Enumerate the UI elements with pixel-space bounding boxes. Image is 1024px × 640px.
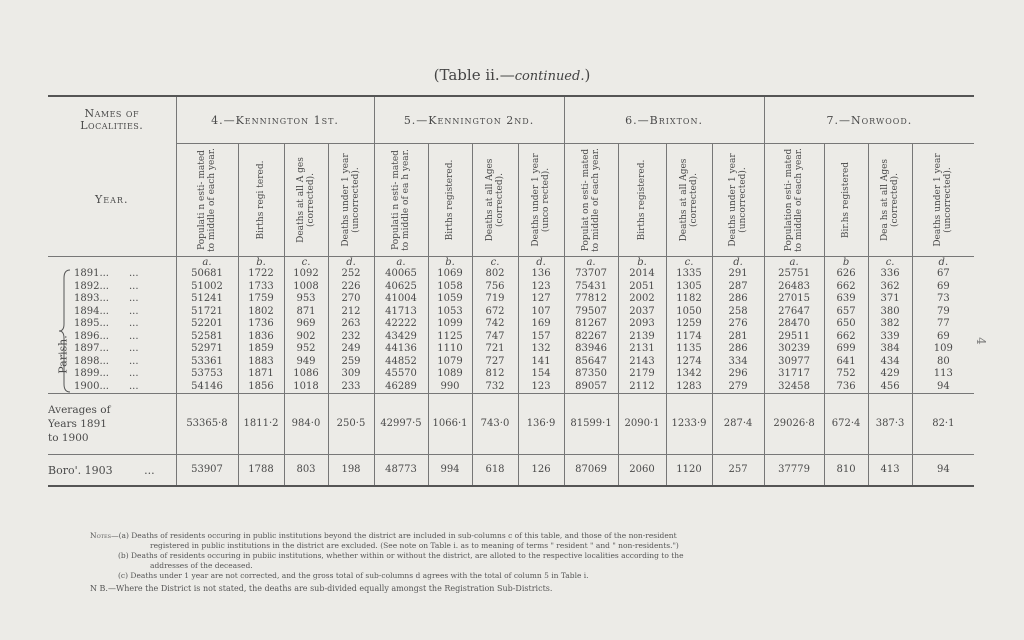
region-header-norwood: 7.—Norwood. <box>764 96 974 144</box>
table-cell: 52201 <box>191 318 223 329</box>
year-column <box>48 268 176 394</box>
table-cell: 232 <box>341 330 361 342</box>
table-cell: 2093 <box>629 318 655 329</box>
table-cell: 136 <box>531 268 551 279</box>
column-header: Population esti- mated to middle of each year. <box>764 144 824 257</box>
table-cell: 1274 <box>676 355 702 367</box>
table-cell: 53361 <box>191 355 223 367</box>
table-cell: 953 <box>296 293 316 304</box>
data-column <box>913 268 975 393</box>
table-cell: 756 <box>485 280 505 292</box>
table-cell: 2139 <box>629 330 655 342</box>
year-label: 1895... ... <box>74 318 139 329</box>
table-cell: 69 <box>936 330 950 342</box>
table-cell: 1836 <box>248 330 274 342</box>
table-cell: 429 <box>880 368 900 379</box>
column-header: Populati n esti- mated to middle of each year. <box>176 144 238 257</box>
table-cell: 1871 <box>248 368 274 379</box>
column-header: Dea hs at all Ages (corrected). <box>868 144 912 257</box>
table-cell: 752 <box>836 368 856 379</box>
table-cell: 380 <box>880 305 900 317</box>
column-header: Deaths under 1 year (uncorrected). <box>912 144 974 257</box>
table-cell: 802 <box>485 268 505 279</box>
table-cell: 732 <box>485 380 505 392</box>
table-cell: 67 <box>936 268 950 279</box>
table-cell: 169 <box>531 318 551 329</box>
table-cell: 52971 <box>191 343 223 354</box>
table-cell: 362 <box>880 280 900 292</box>
note-b: (b) Deaths of residents occuring in pubiic institutions, whether within or without the district, are alloted to the respective localities according to the <box>118 551 684 560</box>
table-cell: 263 <box>341 318 361 329</box>
names-of-localities-header: Names of Localities. <box>80 107 144 133</box>
table-cell: 639 <box>836 293 856 304</box>
year-label: 1891... ... <box>74 268 139 279</box>
table-cell: 727 <box>485 355 505 367</box>
year-label: 1894... ... <box>74 305 139 317</box>
table-cell: 1305 <box>676 280 702 292</box>
table-cell: 382 <box>880 318 900 329</box>
table-cell: 30239 <box>778 343 810 354</box>
table-cell: 32458 <box>778 380 810 392</box>
year-label: 1892... ... <box>74 280 139 292</box>
table-cell: 276 <box>728 318 748 329</box>
table-cell: 1859 <box>248 343 274 354</box>
table-cell: 41004 <box>385 293 417 304</box>
averages-label: Averages of Years 1891 to 1900 <box>48 404 111 444</box>
table-cell: 51721 <box>191 305 223 317</box>
boro-label: Boro'. 1903 ... <box>48 463 155 477</box>
table-cell: 233 <box>341 380 361 392</box>
table-cell: 1759 <box>248 293 274 304</box>
table-cell: 94 <box>936 380 950 392</box>
table-cell: 1008 <box>293 280 319 292</box>
table-cell: 747 <box>485 330 505 342</box>
table-cell: 42222 <box>385 318 417 329</box>
data-column <box>667 268 712 393</box>
table-cell: 123 <box>531 280 551 292</box>
table-cell: 69 <box>936 280 950 292</box>
table-cell: 650 <box>836 318 856 329</box>
table-cell: 157 <box>531 330 551 342</box>
table-cell: 1050 <box>676 305 702 317</box>
column-header: Deaths under 1 year (uncorrected). <box>712 144 764 257</box>
table-cell: 27015 <box>778 293 810 304</box>
table-cell: 286 <box>728 343 748 354</box>
table-cell: 1135 <box>676 343 702 354</box>
data-column <box>177 268 238 393</box>
table-cell: 657 <box>836 305 856 317</box>
table-cell: 29511 <box>778 330 810 342</box>
year-label: 1898... ... <box>74 355 139 367</box>
table-cell: 2179 <box>629 368 655 379</box>
table-cell: 1283 <box>676 380 702 392</box>
table-cell: 626 <box>836 268 856 279</box>
table-cell: 1018 <box>293 380 319 392</box>
table-cell: 212 <box>341 305 361 317</box>
table-cell: 81267 <box>575 318 607 329</box>
year-label: 1896... ... <box>74 330 139 342</box>
table-cell: 949 <box>296 355 316 367</box>
table-cell: 1053 <box>437 305 463 317</box>
year-label: 1893... ... <box>74 293 139 304</box>
table-notes <box>90 531 970 594</box>
table-cell: 1086 <box>293 368 319 379</box>
table-cell: 336 <box>880 268 900 279</box>
column-header: Deaths at all A ges (corrected). <box>284 144 328 257</box>
column-header: Deaths under 1 year (unco rected). <box>518 144 564 257</box>
table-cell: 309 <box>341 368 361 379</box>
table-cell: 77 <box>936 318 950 329</box>
table-cell: 990 <box>440 380 460 392</box>
year-label: 1897... ... <box>74 343 139 354</box>
note-a: Notes—(a) Deaths of residents occuring in public institutions beyond the district are included in sub-columns c of this table, and those of the non-resident <box>90 531 677 540</box>
table-cell: 1092 <box>293 268 319 279</box>
table-cell: 258 <box>728 305 748 317</box>
column-header: Deaths at all Ages (corrected). <box>666 144 712 257</box>
table-cell: 27647 <box>778 305 810 317</box>
table-cell: 812 <box>485 368 505 379</box>
column-header: Births registered. <box>618 144 666 257</box>
table-cell: 1722 <box>248 268 274 279</box>
table-cell: 384 <box>880 343 900 354</box>
table-cell: 1174 <box>676 330 702 342</box>
table-cell: 371 <box>880 293 900 304</box>
table-cell: 43429 <box>385 330 417 342</box>
year-rows-block <box>48 268 974 394</box>
table-cell: 1883 <box>248 355 274 367</box>
table-cell: 89057 <box>575 380 607 392</box>
table-cell: 721 <box>485 343 505 354</box>
table-cell: 902 <box>296 330 316 342</box>
table-cell: 2037 <box>629 305 655 317</box>
table-cell: 54146 <box>191 380 223 392</box>
table-cell: 1058 <box>437 280 463 292</box>
table-cell: 50681 <box>191 268 223 279</box>
year-label: 1900... ... <box>74 380 139 392</box>
table-cell: 85647 <box>575 355 607 367</box>
table-cell: 291 <box>728 268 748 279</box>
table-cell: 1259 <box>676 318 702 329</box>
region-header-kennington-1st: 4.—Kennington 1st. <box>176 96 374 144</box>
column-header: Births regi tered. <box>238 144 284 257</box>
year-label: 1899... ... <box>74 368 139 379</box>
table-cell: 107 <box>531 305 551 317</box>
table-cell: 109 <box>933 343 953 354</box>
table-cell: 334 <box>728 355 748 367</box>
data-column <box>765 268 824 393</box>
table-cell: 952 <box>296 343 316 354</box>
table-cell: 52581 <box>191 330 223 342</box>
data-column <box>869 268 912 393</box>
table-cell: 1110 <box>437 343 463 354</box>
table-cell: 1089 <box>437 368 463 379</box>
table-cell: 736 <box>836 380 856 392</box>
table-cell: 87350 <box>575 368 607 379</box>
table-cell: 1182 <box>676 293 702 304</box>
table-cell: 641 <box>836 355 856 367</box>
table-cell: 77812 <box>575 293 607 304</box>
table-cell: 662 <box>836 330 856 342</box>
parish-label: Parish. <box>56 335 70 374</box>
table-cell: 123 <box>531 380 551 392</box>
table-cell: 252 <box>341 268 361 279</box>
table-cell: 259 <box>341 355 361 367</box>
table-cell: 73707 <box>575 268 607 279</box>
data-column <box>239 268 284 393</box>
data-column <box>329 268 374 393</box>
table-cell: 45570 <box>385 368 417 379</box>
table-cell: 434 <box>880 355 900 367</box>
table-cell: 719 <box>485 293 505 304</box>
table-cell: 2014 <box>629 268 655 279</box>
region-header-brixton: 6.—Brixton. <box>564 96 764 144</box>
table-cell: 1099 <box>437 318 463 329</box>
note-a-continued: registered in public institutions in the district are excluded. (See note on Table i. as to meaning of terms " resident " and " non-residents.") <box>150 541 679 550</box>
note-b-continued: addresses of the deceased. <box>150 561 253 570</box>
table-cell: 249 <box>341 343 361 354</box>
statistics-table <box>48 95 974 487</box>
table-cell: 672 <box>485 305 505 317</box>
table-cell: 154 <box>531 368 551 379</box>
table-cell: 132 <box>531 343 551 354</box>
table-cell: 31717 <box>778 368 810 379</box>
table-cell: 662 <box>836 280 856 292</box>
data-column <box>375 268 428 393</box>
table-cell: 270 <box>341 293 361 304</box>
column-header: Bir.hs registered <box>824 144 868 257</box>
table-cell: 73 <box>936 293 950 304</box>
table-cell: 287 <box>728 280 748 292</box>
note-nb: N B.—Where the District is not stated, the deaths are sub-divided equally amongst the Registration Sub-Districts. <box>90 584 553 593</box>
data-column <box>713 268 764 393</box>
column-header: Deaths under 1 year (uncorrected). <box>328 144 374 257</box>
table-cell: 127 <box>531 293 551 304</box>
table-cell: 75431 <box>575 280 607 292</box>
table-cell: 26483 <box>778 280 810 292</box>
table-cell: 2112 <box>629 380 655 392</box>
table-cell: 53753 <box>191 368 223 379</box>
data-column <box>565 268 618 393</box>
table-cell: 871 <box>296 305 316 317</box>
table-cell: 281 <box>728 330 748 342</box>
table-cell: 2051 <box>629 280 655 292</box>
table-cell: 41713 <box>385 305 417 317</box>
table-cell: 1069 <box>437 268 463 279</box>
table-cell: 1856 <box>248 380 274 392</box>
note-c: (c) Deaths under 1 year are not corrected, and the gross total of sub-columns d agrees with the total of column 5 in Table i. <box>118 571 589 580</box>
data-column <box>519 268 564 393</box>
table-cell: 79507 <box>575 305 607 317</box>
column-header: Populat on esti- mated to middle of each year. <box>564 144 618 257</box>
table-cell: 286 <box>728 293 748 304</box>
table-cell: 83946 <box>575 343 607 354</box>
table-cell: 456 <box>880 380 900 392</box>
table-cell: 79 <box>936 305 950 317</box>
table-cell: 742 <box>485 318 505 329</box>
table-cell: 1335 <box>676 268 702 279</box>
table-cell: 969 <box>296 318 316 329</box>
column-header: Deaths at all Ages (corrected). <box>472 144 518 257</box>
table-cell: 1733 <box>248 280 274 292</box>
table-cell: 25751 <box>778 268 810 279</box>
column-header-row <box>48 144 974 257</box>
brace-icon <box>58 268 72 394</box>
table-cell: 1125 <box>437 330 463 342</box>
table-cell: 226 <box>341 280 361 292</box>
table-cell: 44136 <box>385 343 417 354</box>
region-header-kennington-2nd: 5.—Kennington 2nd. <box>374 96 564 144</box>
table-cell: 80 <box>936 355 950 367</box>
data-column <box>473 268 518 393</box>
table-cell: 51002 <box>191 280 223 292</box>
table-cell: 46289 <box>385 380 417 392</box>
column-header: Populati n esti- mated to middle of ea h year. <box>374 144 428 257</box>
table-cell: 2131 <box>629 343 655 354</box>
table-cell: 339 <box>880 330 900 342</box>
boro-row: Boro'. 1903 ... 53907 1788 803 198 48773 994 618 126 87069 2060 1120 257 37779 810 413 94 <box>48 455 974 487</box>
column-header: Births registered. <box>428 144 472 257</box>
table-cell: 40065 <box>385 268 417 279</box>
table-cell: 699 <box>836 343 856 354</box>
table-cell: 1802 <box>248 305 274 317</box>
table-cell: 30977 <box>778 355 810 367</box>
table-cell: 2002 <box>629 293 655 304</box>
data-column <box>285 268 328 393</box>
page-number: 4 <box>973 337 988 345</box>
table-cell: 2143 <box>629 355 655 367</box>
region-header-row <box>48 96 974 144</box>
table-cell: 279 <box>728 380 748 392</box>
table-cell: 1079 <box>437 355 463 367</box>
table-cell: 28470 <box>778 318 810 329</box>
averages-row: Averages of Years 1891 to 1900 53365·8 1811·2 984·0 250·5 42997·5 1066·1 743·0 136·9 81599·1 2090·1 1233·9 287·4 29026·8 672·4 387·3 82·1 <box>48 394 974 455</box>
data-column <box>619 268 666 393</box>
table-cell: 82267 <box>575 330 607 342</box>
data-column <box>429 268 472 393</box>
table-cell: 141 <box>531 355 551 367</box>
table-cell: 51241 <box>191 293 223 304</box>
table-cell: 1736 <box>248 318 274 329</box>
table-cell: 1059 <box>437 293 463 304</box>
year-header: Year. <box>95 193 129 207</box>
sub-letter-row: a. b. c. d. a. b. c. d. a. b. c. d. a. b c. d. <box>48 257 974 269</box>
table-cell: 113 <box>933 368 953 379</box>
data-column <box>825 268 868 393</box>
table-title: (Table ii.—continued.) <box>433 66 591 84</box>
table-cell: 1342 <box>676 368 702 379</box>
table-cell: 44852 <box>385 355 417 367</box>
table-cell: 40625 <box>385 280 417 292</box>
table-cell: 296 <box>728 368 748 379</box>
